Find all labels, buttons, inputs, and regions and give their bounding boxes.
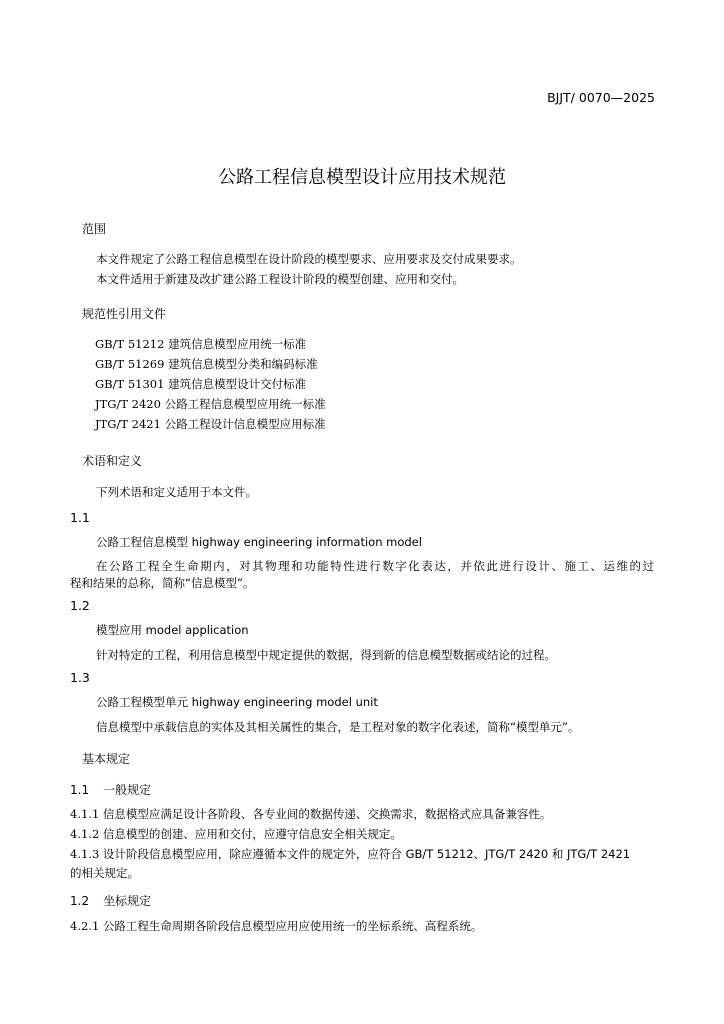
term-definition-continuation: 程和结果的总称，简称“信息模型”。 (70, 576, 255, 590)
clause (70, 918, 482, 934)
scope-paragraph: 本文件规定了公路工程信息模型在设计阶段的模型要求、应用要求及交付成果要求。 (96, 252, 522, 266)
clause-code: 4.2.1 (70, 919, 100, 933)
reference-code: JTG/T 2421 (95, 417, 161, 431)
standard-code: BJJT/ 0070—2025 (547, 90, 655, 105)
reference-title: 公路工程设计信息模型应用标准 (164, 417, 326, 431)
section-heading-scope: 范围 (82, 222, 107, 236)
term-number: 1.3 (70, 670, 90, 685)
section-heading-terms: 术语和定义 (82, 454, 143, 468)
reference-item (95, 416, 326, 432)
clause-text: 设计阶段信息模型应用，除应遵循本文件的规定外，应符合 GB/T 51212、JTG/T 2420 和 JTG/T 2421 (102, 847, 631, 861)
terms-intro: 下列术语和定义适用于本文件。 (96, 485, 257, 499)
clause (70, 826, 402, 842)
clause-code: 4.1.2 (70, 827, 100, 841)
term-name: 公路工程信息模型 highway engineering information model (96, 535, 422, 549)
reference-code: GB/T 51212 (95, 337, 165, 351)
subsection-heading-coordinates (70, 892, 151, 909)
term-definition: 信息模型中承载信息的实体及其相关属性的集合，是工程对象的数字化表述，简称“模型单元”。 (96, 720, 580, 734)
reference-code: GB/T 51301 (95, 377, 165, 391)
reference-code: JTG/T 2420 (95, 397, 161, 411)
clause-text: 信息模型应满足设计各阶段、各专业间的数据传递、交换需求，数据格式应具备兼容性。 (102, 807, 552, 821)
clause (70, 806, 551, 822)
clause-text: 公路工程生命周期各阶段信息模型应用应使用统一的坐标系统、高程系统。 (102, 919, 483, 933)
reference-title: 建筑信息模型分类和编码标准 (168, 357, 318, 371)
reference-item (95, 396, 326, 412)
term-number: 1.1 (70, 510, 90, 525)
subsection-title: 坐标规定 (103, 894, 152, 908)
subsection-heading-general (70, 781, 151, 798)
reference-title: 建筑信息模型应用统一标准 (168, 337, 307, 351)
reference-code: GB/T 51269 (95, 357, 165, 371)
clause (70, 846, 630, 862)
scope-paragraph: 本文件适用于新建及改扩建公路工程设计阶段的模型创建、应用和交付。 (96, 272, 464, 286)
reference-title: 公路工程信息模型应用统一标准 (164, 397, 326, 411)
term-name: 模型应用 model application (96, 623, 249, 637)
reference-item (95, 356, 318, 372)
section-heading-basic-rules: 基本规定 (82, 752, 131, 766)
reference-item (95, 376, 306, 392)
clause-continuation: 的相关规定。 (70, 866, 139, 880)
clause-code: 4.1.1 (70, 807, 100, 821)
term-definition: 针对特定的工程，利用信息模型中规定提供的数据，得到新的信息模型数据或结论的过程。 (96, 648, 556, 662)
clause-code: 4.1.3 (70, 847, 100, 861)
reference-item (95, 336, 306, 352)
subsection-number: 1.2 (70, 894, 90, 908)
term-definition: 在公路工程全生命期内，对其物理和功能特性进行数字化表达，并依此进行设计、施工、运维的过 (96, 559, 654, 573)
subsection-number: 1.1 (70, 783, 90, 797)
reference-title: 建筑信息模型设计交付标准 (168, 377, 307, 391)
term-number: 1.2 (70, 598, 90, 613)
term-name: 公路工程模型单元 highway engineering model unit (96, 695, 378, 709)
clause-text: 信息模型的创建、应用和交付，应遵守信息安全相关规定。 (102, 827, 402, 841)
subsection-title: 一般规定 (103, 783, 152, 797)
document-title: 公路工程信息模型设计应用技术规范 (218, 167, 506, 188)
section-heading-references: 规范性引用文件 (82, 307, 167, 321)
